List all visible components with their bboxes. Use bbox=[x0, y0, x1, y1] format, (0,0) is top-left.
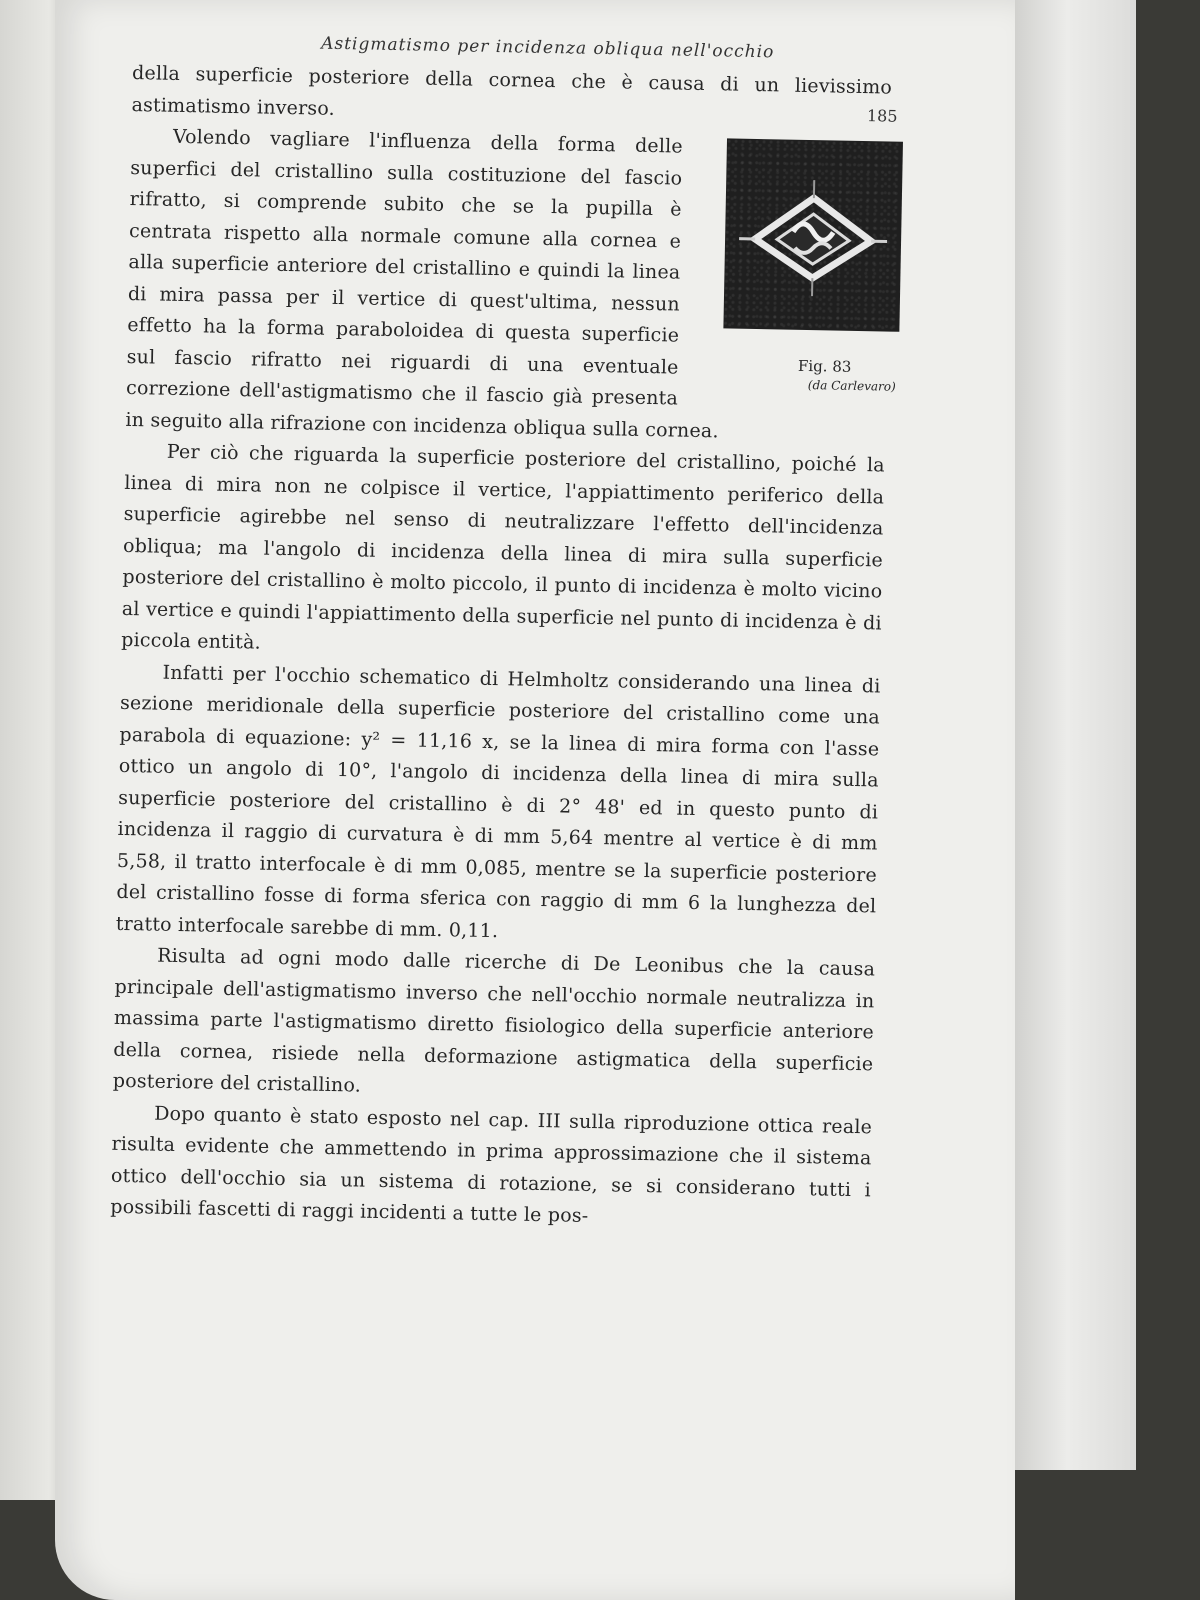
page-stack-edge bbox=[1010, 0, 1136, 1470]
paragraph-2: Volendo vagliare l'influenza della forma delle superfici del cristallino sulla costituzione del fascio rifratto, si comprende subito che se la pupilla è centrata rispetto alla normale comune alla cornea e alla superficie anteriore del cristallino e quindi la linea di mira passa per il vertice di quest'ultima, nessun effetto ha la forma paraboloidea di questa superficie sul fascio rifratto nei riguardi di una eventuale correzione dell'astigmatismo che il fascio già presenta in seguito alla rifrazione con incidenza obliqua sulla cornea. bbox=[125, 125, 719, 442]
paragraph-1: della superficie posteriore della cornea che è causa di un lievissimo astimatismo inverso. bbox=[131, 61, 893, 120]
book-page bbox=[55, 0, 1015, 1600]
paragraph-6: Dopo quanto è stato esposto nel cap. III sulla riproduzione ottica reale risulta evidente che ammettendo in prima approssimazione che il sistema ottico dell'occhio sia un sistema di rotazione, se si considerano tutti i possibili fascetti di raggi incidenti a tutte le pos- bbox=[110, 1102, 873, 1227]
paragraph-4: Infatti per l'occhio schematico di Helmholtz considerando una linea di sezione meridionale della superficie posteriore del cristallino come una parabola di equazione: y² = 11,16 x, se la linea di mira forma con l'asse ottico un angolo di 10°, l'angolo di incidenza della linea di mira sulla superficie posteriore del cristallino è di 2° 48' ed in questo punto di incidenza il raggio di curvatura è di mm 5,64 mentre al vertice è di mm 5,58, il tratto interfocale è di mm 0,085, mentre se la superficie posteriore del cristallino fosse di forma sferica con raggio di mm 6 la lunghezza del tratto interfocale sarebbe di mm. 0,11. bbox=[115, 661, 881, 942]
page-number: 185 bbox=[866, 106, 898, 126]
figure-image bbox=[723, 138, 903, 331]
page-content bbox=[110, 30, 898, 1238]
figure bbox=[704, 138, 909, 396]
figure-pattern-icon bbox=[723, 138, 903, 331]
running-title: Astigmatismo per incidenza obliqua nell'occhio bbox=[320, 33, 775, 63]
paragraph-3: Per ciò che riguarda la superficie posteriore del cristallino, poiché la linea di mira non ne colpisce il vertice, l'appiattimento periferico della superficie agirebbe nel senso di neutralizzare l'effetto dell'incidenza obliqua; ma l'angolo di incidenza della linea di mira sulla superficie posteriore del cristallino è molto piccolo, il punto di incidenza è molto vicino al vertice e quindi l'appiattimento della superficie nel punto di incidenza è di piccola entità. bbox=[121, 440, 885, 654]
figure-caption: Fig. 83 bbox=[797, 356, 852, 376]
paragraph-5: Risulta ad ogni modo dalle ricerche di De Leonibus che la causa principale dell'astigmatismo inverso che nell'occhio normale neutralizza in massima parte l'astigmatismo diretto fisiologico della superficie anteriore della cornea, risiede nella deformazione astigmatica della superficie posteriore del cristallino. bbox=[112, 944, 876, 1097]
figure-credit: (da Carlevaro) bbox=[807, 378, 896, 394]
